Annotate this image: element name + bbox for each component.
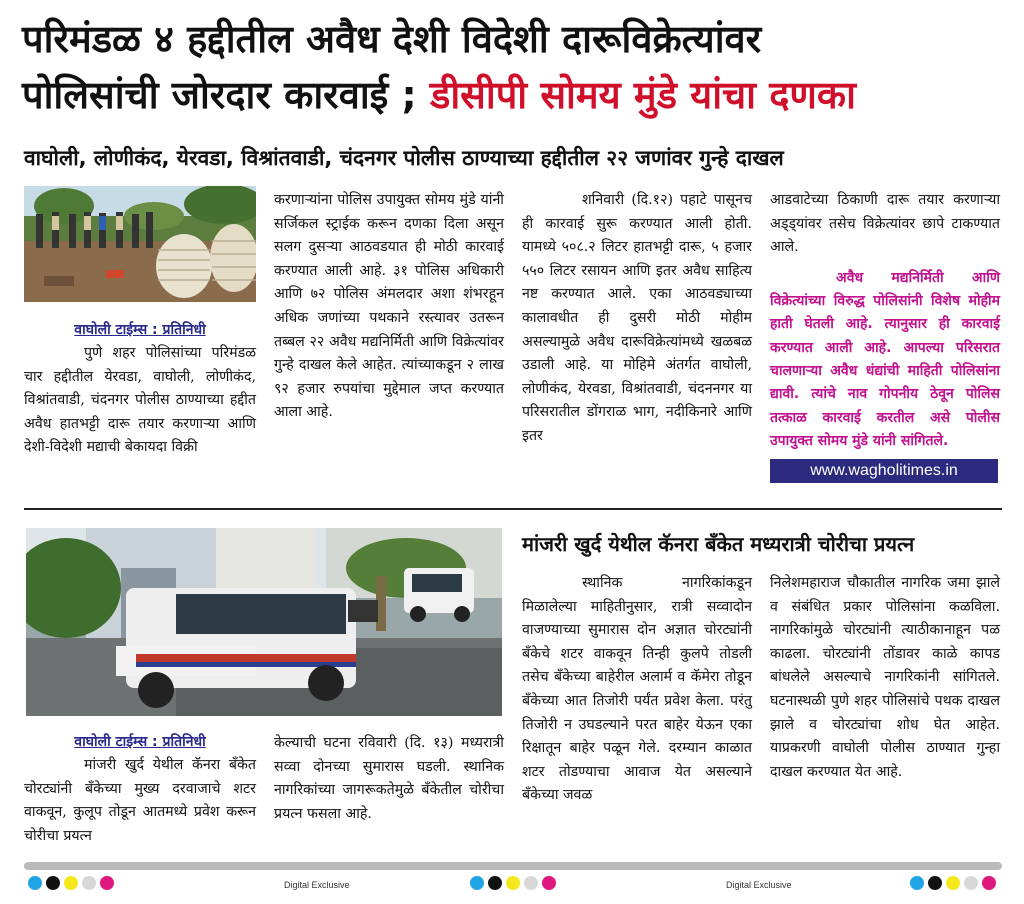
story2-col3-text: स्थानिक नागरिकांकडून मिळालेल्या माहितीनुसार, रात्री सव्वादोन वाजण्याच्या सुमारास दोन अज्ञात चोरट्यांनी बँकेचे शटर वाकवून तिन्ही कुलपे तोडली तसेच बँकेच्या बाहेरील अलार्म व कॅमेरा तोडून बँकेच्या आत तिजोरी पर्यंत प्रवेश केला. परंतु तिजोरी न उघडल्याने परत बाहेर येऊन एका रिक्षातून बाहेर पळून गेले. दरम्यान काळात शटर तोडण्याचा आवाज येत असल्याने बँकेच्या जवळ xyxy=(522,575,752,804)
color-registration-center xyxy=(470,876,556,890)
headline-line-1: परिमंडळ ४ हद्दीतील अवैध देशी विदेशी दारूविक्रेत्यांवर xyxy=(22,17,762,61)
color-registration-left xyxy=(28,876,114,890)
registration-dot-cyan xyxy=(910,876,924,890)
footer-bar xyxy=(24,862,1002,870)
story2-column-2 xyxy=(274,732,504,826)
subheadline: वाघोली, लोणीकंद, येरवडा, विश्रांतवाडी, चंदनगर पोलीस ठाण्याच्या हद्दीतील २२ जणांवर गुन्हे दाखल xyxy=(24,146,784,170)
registration-dot-grey xyxy=(82,876,96,890)
headline-line-2-red: डीसीपी सोमय मुंडे यांचा दणका xyxy=(430,73,856,117)
registration-dot-magenta xyxy=(542,876,556,890)
bank-police-photo xyxy=(26,528,502,716)
story1-col2-text: करणाऱ्यांना पोलिस उपायुक्त सोमय मुंडे यांनी सर्जिकल स्ट्राईक करून दणका दिला असून सलग दुसऱ्या आठवडयात ही मोठी कारवाई करण्यात आली आहे. ३१ पोलिस अधिकारी आणि ७२ पोलिस अंमलदार अशा शंभरहून अधिक जणांच्या पथकाने रस्त्यावर उतरून तब्बल २२ अवैध मद्यनिर्मिती आणि विक्रेत्यांवर गुन्हे दाखल केले आहेत. त्यांच्याकडून २ लाख ९२ हजार रुपयांचा मुद्देमाल जप्त करण्यात आला आहे. xyxy=(274,192,504,421)
registration-dot-cyan xyxy=(28,876,42,890)
liquor-raid-photo xyxy=(24,186,256,302)
color-registration-right xyxy=(910,876,996,890)
story2-column-4 xyxy=(770,572,1000,784)
story2-col1-text: मांजरी खुर्द येथील कॅनरा बँकेत चोरट्यांनी बँकेच्या मुख्य दरवाजाचे शटर वाकवून, कुलूप तोडून आतमध्ये प्रवेश करून चोरीचा प्रयत्न xyxy=(24,757,256,844)
story1-col3-text: शनिवारी (दि.१२) पहाटे पासूनच ही कारवाई सुरू करण्यात आली होती. यामध्ये ५०८.२ लिटर हातभट्टी दारू, ५ हजार ५५० लिटर रसायन आणि इतर अवैध साहित्य नष्ट करण्यात आले. एका आठवड्याच्या कालावधीत ही दुसरी मोठी मोहीम असल्यामुळे अवैध दारूविक्रेत्यांमध्ये खळबळ उडाली आहे. या मोहिमे अंतर्गत वाघोली, लोणीकंद, येरवडा, विश्रांतवाडी, चंदननगर या परिसरातील डोंगराळ भाग, नदीकिनारे आणि इतर xyxy=(522,192,752,444)
registration-dot-black xyxy=(488,876,502,890)
registration-dot-magenta xyxy=(100,876,114,890)
story1-column-2 xyxy=(274,189,504,425)
registration-dot-yellow xyxy=(64,876,78,890)
registration-dot-cyan xyxy=(470,876,484,890)
story1-byline: वाघोली टाईम्स : प्रतिनिधी xyxy=(74,322,206,338)
story1-column-3 xyxy=(522,189,752,449)
headline-line-2-black: पोलिसांची जोरदार कारवाई ; xyxy=(22,73,430,117)
story1-column-1 xyxy=(24,318,256,460)
story1-col4-text: आडवाटेच्या ठिकाणी दारू तयार करणाऱ्या अड्ड्यांवर तसेच विक्रेत्यांवर छापे टाकण्यात आले. xyxy=(770,192,1000,256)
story2-heading: मांजरी खुर्द येथील कॅनरा बँकेत मध्यरात्री चोरीचा प्रयत्न xyxy=(522,532,915,556)
registration-dot-magenta xyxy=(982,876,996,890)
story2-col2-text: केल्याची घटना रविवारी (दि. १३) मध्यरात्री सव्वा दोनच्या सुमारास घडली. स्थानिक नागरिकांच्या जागरूकतेमुळे बँकेतील चोरीचा प्रयत्न फसला आहे. xyxy=(274,735,504,822)
headline-line-2 xyxy=(22,72,856,118)
registration-dot-grey xyxy=(964,876,978,890)
dcp-quote-box: अवैध मद्यनिर्मिती आणि विक्रेत्यांच्या विरुद्ध पोलिसांनी विशेष मोहीम हाती घेतली आहे. त्यानुसार ही कारवाई करण्यात आली आहे. आपल्या परिसरात चालणाऱ्या अवैध धंद्यांची माहिती पोलिसांना द्यावी. त्यांचे नाव गोपनीय ठेवून पोलिस तत्काळ कारवाई करतील असे पोलीस उपायुक्त सोमय मुंडे यांनी सांगितले. xyxy=(770,269,1000,449)
story2-column-1 xyxy=(24,730,256,848)
story2-col4-text: निलेशमहाराज चौकातील नागरिक जमा झाले व संबंधित प्रकार पोलिसांना कळविला. नागरिकांमुळे चोरट्यांनी त्याठीकानाहून पळ काढला. चोरट्यांनी तोंडावर काळे कापड बांधलेले असल्याचे नागरिकांनी सांगितले. घटनास्थळी पुणे शहर पोलिसांचे पथक दाखल झाले व चोरट्यांचा शोध घेत आहेत. याप्रकरणी वाघोली पोलीस ठाण्यात गुन्हा दाखल करण्यात येत आहे. xyxy=(770,575,1000,780)
registration-dot-grey xyxy=(524,876,538,890)
registration-dot-black xyxy=(928,876,942,890)
registration-dot-yellow xyxy=(946,876,960,890)
story2-byline: वाघोली टाईम्स : प्रतिनिधी xyxy=(74,734,206,750)
registration-dot-black xyxy=(46,876,60,890)
section-divider xyxy=(24,508,1002,510)
website-banner[interactable]: www.wagholitimes.in xyxy=(770,459,998,483)
story1-column-4 xyxy=(770,189,1000,483)
bank-police-photo-image xyxy=(26,528,502,716)
liquor-raid-photo-image xyxy=(24,186,256,302)
story2-column-3 xyxy=(522,572,752,808)
footer-label-right: Digital Exclusive xyxy=(726,880,792,890)
footer-label-left: Digital Exclusive xyxy=(284,880,350,890)
story1-col1-text: पुणे शहर पोलिसांच्या परिमंडळ चार हद्दीतील येरवडा, वाघोली, लोणीकंद, विश्रांतवाडी, चंदनगर पोलीस ठाण्याच्या हद्दीत अवैध हातभट्टी दारू तयार करणाऱ्या आणि देशी-विदेशी मद्याची बेकायदा विक्री xyxy=(24,345,256,456)
registration-dot-yellow xyxy=(506,876,520,890)
